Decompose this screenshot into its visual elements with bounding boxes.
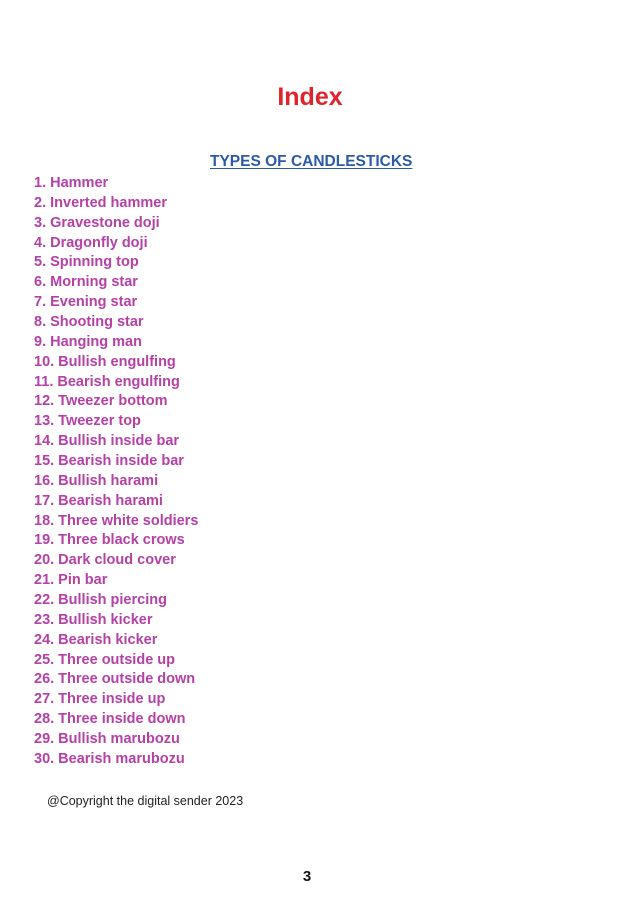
list-item: 18. Three white soldiers	[34, 512, 199, 529]
list-item: 3. Gravestone doji	[34, 214, 160, 231]
list-item: 5. Spinning top	[34, 254, 139, 271]
list-item: 29. Bullish marubozu	[34, 731, 180, 748]
list-item: 12. Tweezer bottom	[34, 393, 168, 410]
list-item: 23. Bullish kicker	[34, 611, 153, 628]
list-item: 7. Evening star	[34, 294, 138, 311]
list-item: 22. Bullish piercing	[34, 592, 167, 609]
list-item: 8. Shooting star	[34, 314, 144, 331]
list-item: 1. Hammer	[34, 175, 109, 191]
list-item: 17. Bearish harami	[34, 492, 163, 509]
list-item: 27. Three inside up	[34, 691, 166, 708]
list-item: 2. Inverted hammer	[34, 194, 167, 211]
list-item: 20. Dark cloud cover	[34, 552, 176, 569]
section-heading: TYPES OF CANDLESTICKS	[210, 153, 413, 170]
copyright-notice: @Copyright the digital sender 2023	[47, 794, 244, 808]
list-item: 19. Three black crows	[34, 532, 185, 549]
list-item: 16. Bullish harami	[34, 472, 159, 489]
list-item: 10. Bullish engulfing	[34, 353, 176, 370]
candlestick-list	[34, 174, 198, 770]
page-title: Index	[277, 83, 343, 111]
list-item: 4. Dragonfly doji	[34, 234, 148, 251]
page-number: 3	[302, 868, 312, 885]
list-item: 21. Pin bar	[34, 572, 108, 589]
list-item: 24. Bearish kicker	[34, 631, 158, 648]
list-item: 26. Three outside down	[34, 671, 196, 688]
list-item: 11. Bearish engulfing	[34, 373, 180, 390]
list-item: 9. Hanging man	[34, 333, 142, 350]
list-item: 14. Bullish inside bar	[34, 433, 180, 450]
list-item: 30. Bearish marubozu	[34, 750, 185, 767]
list-item: 28. Three inside down	[34, 711, 186, 728]
list-item: 6. Morning star	[34, 274, 138, 291]
list-item: 25. Three outside up	[34, 651, 175, 668]
list-item: 15. Bearish inside bar	[34, 453, 184, 470]
list-item: 13. Tweezer top	[34, 413, 141, 430]
